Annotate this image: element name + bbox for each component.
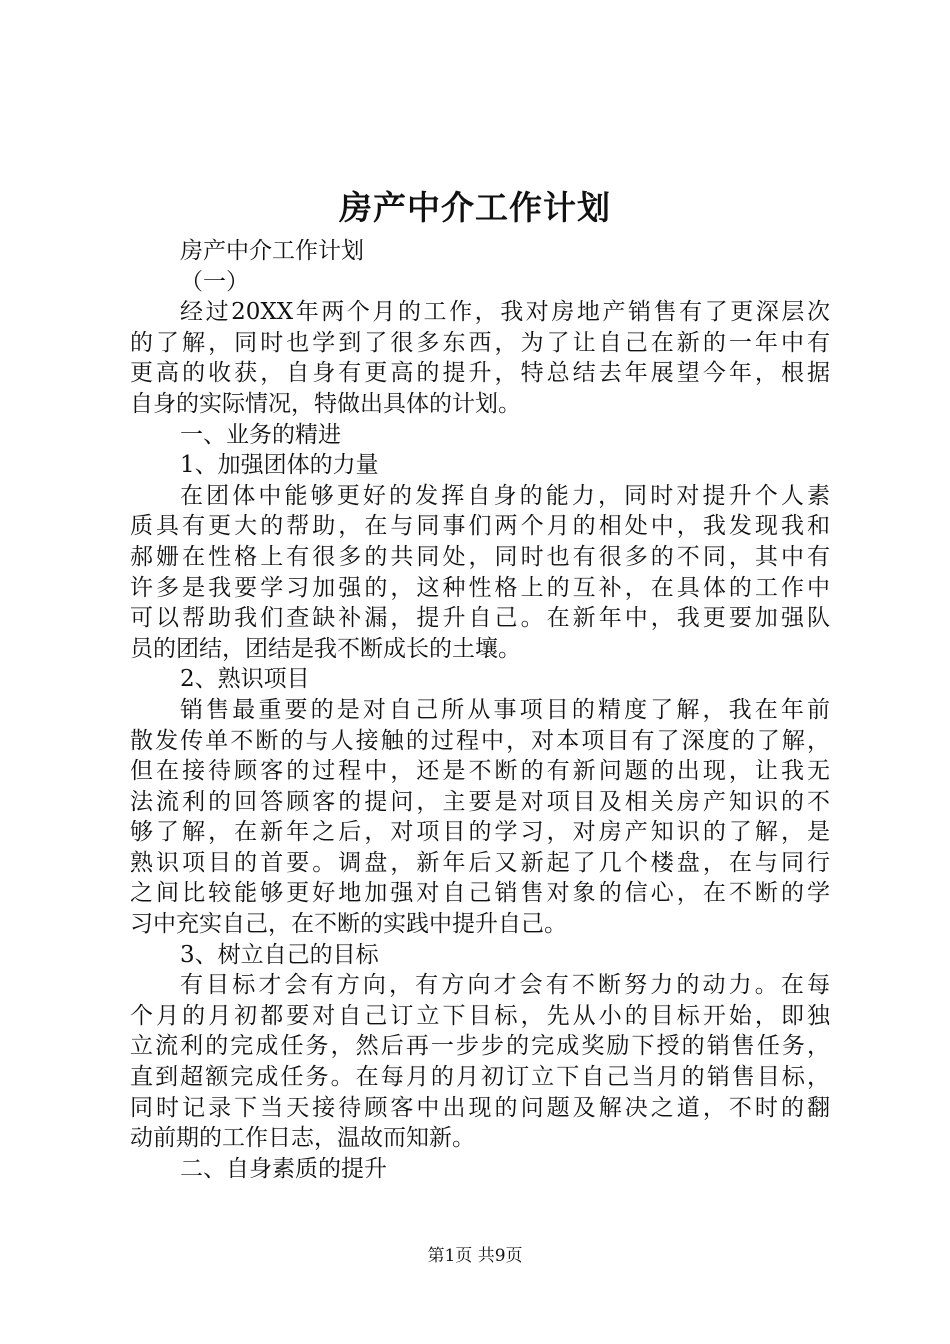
text-line: 个月的月初都要对自己订立下目标，先从小的目标开始，即独 <box>130 1002 830 1029</box>
text-line: 房产中介工作计划 <box>180 238 364 264</box>
text-line: 有目标才会有方向，有方向才会有不断努力的动力。在每 <box>180 972 830 999</box>
text-line: 2、熟识项目 <box>180 666 310 693</box>
text-line: 3、树立自己的目标 <box>180 941 379 968</box>
text-line: 许多是我要学习加强的，这种性格上的互补，在具体的工作中 <box>130 574 830 601</box>
text-line: 立流利的完成任务，然后再一步步的完成奖励下授的销售任务， <box>130 1033 830 1060</box>
text-line: 但在接待顾客的过程中，还是不断的有新问题的出现，让我无 <box>130 758 830 785</box>
text-line: 自身的实际情况，特做出具体的计划。 <box>130 390 521 417</box>
text-line: 郝姗在性格上有很多的共同处，同时也有很多的不同，其中有 <box>130 543 830 570</box>
text-line: 法流利的回答顾客的提问，主要是对项目及相关房产知识的不 <box>130 788 830 815</box>
text-line: 同时记录下当天接待顾客中出现的问题及解决之道，不时的翻 <box>130 1094 830 1121</box>
text-line: 习中充实自己，在不断的实践中提升自己。 <box>130 911 567 938</box>
text-line: 够了解，在新年之后，对项目的学习，对房产知识的了解，是 <box>130 819 830 846</box>
document-body <box>130 236 830 1184</box>
text-line: 更高的收获，自身有更高的提升，特总结去年展望今年，根据 <box>130 360 830 387</box>
text-line: 在团体中能够更好的发挥自身的能力，同时对提升个人素 <box>180 482 830 509</box>
text-line: 1、加强团体的力量 <box>180 452 379 479</box>
page-title: 房产中介工作计划 <box>339 188 611 227</box>
text-line: （一） <box>180 268 249 295</box>
text-line: 一、业务的精进 <box>180 421 341 448</box>
text-line: 二、自身素质的提升 <box>180 1155 387 1182</box>
text-line: 员的团结，团结是我不断成长的土壤。 <box>130 635 521 662</box>
text-line: 散发传单不断的与人接触的过程中，对本项目有了深度的了解， <box>130 727 830 754</box>
text-line: 质具有更大的帮助，在与同事们两个月的相处中，我发现我和 <box>130 513 830 540</box>
text-line: 熟识项目的首要。调盘，新年后又新起了几个楼盘，在与同行 <box>130 849 830 876</box>
text-line: 可以帮助我们查缺补漏，提升自己。在新年中，我更要加强队 <box>130 605 830 632</box>
text-line: 直到超额完成任务。在每月的月初订立下自己当月的销售目标， <box>130 1064 830 1091</box>
text-line: 经过20XX年两个月的工作，我对房地产销售有了更深层次 <box>180 299 830 326</box>
page-footer: 第1页 共9页 <box>427 1246 523 1266</box>
text-line: 之间比较能够更好地加强对自己销售对象的信心，在不断的学 <box>130 880 830 907</box>
text-line: 的了解，同时也学到了很多东西，为了让自己在新的一年中有 <box>130 329 830 356</box>
text-line: 销售最重要的是对自己所从事项目的精度了解，我在年前 <box>180 696 830 723</box>
text-line: 动前期的工作日志，温故而知新。 <box>130 1125 475 1152</box>
